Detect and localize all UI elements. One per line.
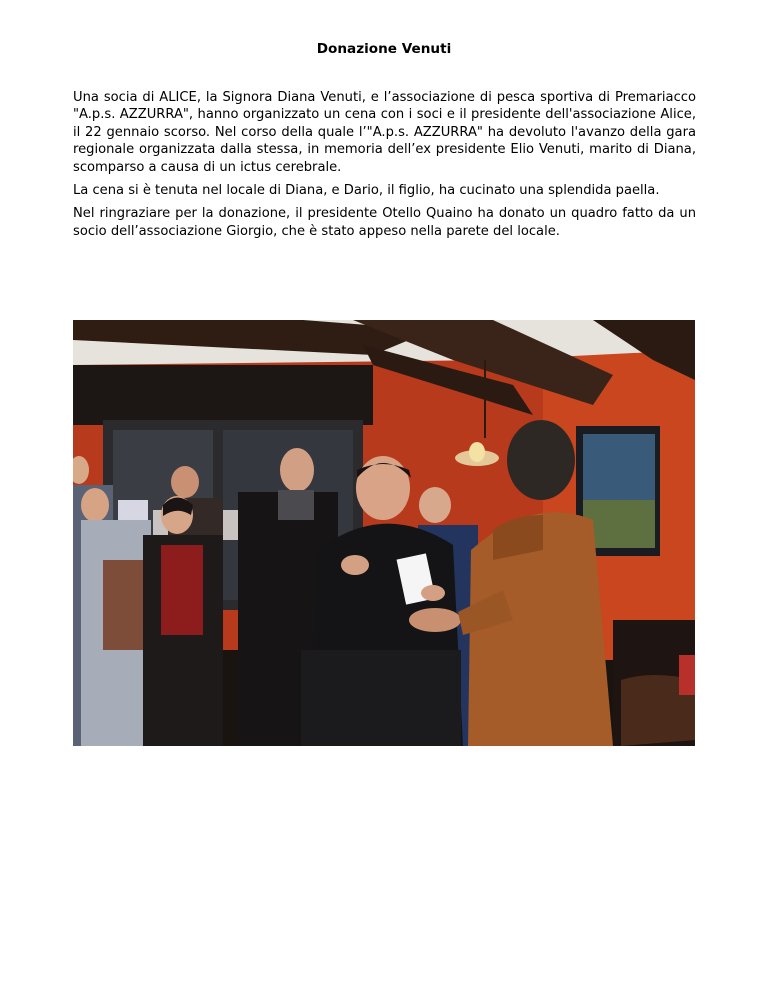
paragraph-1: Una socia di ALICE, la Signora Diana Venuti, e l’associazione di pesca sportiva di Premariacco "A.p.s. AZZURRA", hanno organizzato un cena con i soci e il presidente dell'associazione Alice, il 22 gennaio scorso. Nel corso della quale l’"A.p.s. AZZURRA" ha devoluto l'avanzo della gara regionale organizzata dalla stessa, in memoria dell’ex presidente Elio Venuti, marito di Diana, scomparso a causa di un ictus cerebrale. [73,90,696,175]
event-photo [73,320,695,746]
person-left-2-head [81,488,109,522]
event-photo-illustration [73,320,695,746]
document-title: Donazione Venuti [316,41,452,57]
paragraph-2: La cena si è tenuta nel locale di Diana, e Dario, il figlio, ha cucinato una splendida paella. [73,183,660,199]
brown-jacket-man-hair [507,420,575,500]
main-man-right-hand [421,585,445,601]
woman-red-sweater [161,545,203,635]
lamp-bulb [469,442,485,462]
main-man-trousers [301,650,461,746]
document-body [73,89,696,246]
woman-blue-head [419,487,451,523]
person-left-2-scarf [103,560,143,650]
red-object [679,655,695,695]
main-man-head [356,456,410,520]
person-bg-head [171,466,199,498]
paragraph-3: Nel ringraziare per la donazione, il presidente Otello Quaino ha donato un quadro fatto da un socio dell’associazione Giorgio, che è stato appeso nella parete del locale. [73,206,696,239]
man-glasses-head [280,448,314,492]
brown-jacket-man-hand [409,608,461,632]
main-man-hand [341,555,369,575]
man-glasses-collar [278,490,314,520]
dark-window-top [73,365,373,425]
